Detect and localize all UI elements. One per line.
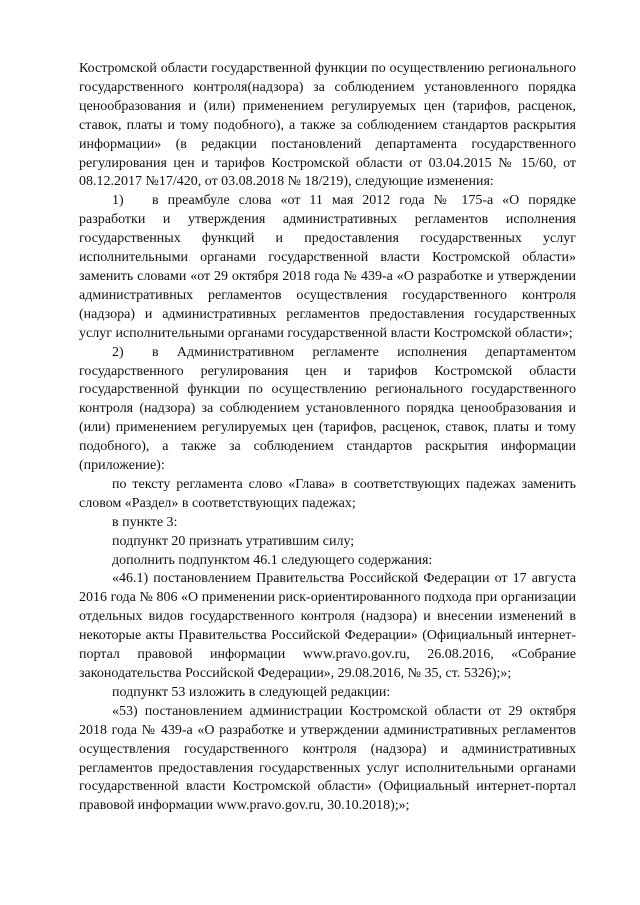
list-item-text: в Административном регламенте исполнения департаментом государственного регулирования цен и тарифов Костромской области государственной функции по осуществлению регионального государственного контроля (надзора) за соблюдением установленного порядка ценообразования и (или) применением регулируемых цен (тарифов, расценок, ставок, платы и тому подобного), а также за соблюдением стандартов раскрытия информации (приложение):: [79, 344, 576, 474]
paragraph-subpoint-53-text: «53) постановлением администрации Костромской области от 29 октября 2018 года № 439-а «О разработке и утверждении административных регламентов осуществления государственного контроля (надзора) и административных регламентов предоставления государственных услуг исполнительными органами государственной власти Костромской области» (Официальный интернет-портал правовой информации www.pravo.gov.ru, 30.10.2018);»;: [79, 703, 576, 814]
list-item-number: 1): [112, 193, 124, 209]
paragraph-subpoint-20: подпункт 20 признать утратившим силу;: [112, 533, 355, 549]
list-item-number: 2): [112, 344, 124, 360]
paragraph-subpoint-53-intro: подпункт 53 изложить в следующей редакции:: [112, 684, 391, 700]
paragraph-intro-continuation: Костромской области государственной функции по осуществлению регионального государственного контроля(надзора) за соблюдением установленного порядка ценообразования и (или) применением регулируемых цен (тарифов, расценок, ставок, платы и тому подобного), а также за соблюдением стандартов раскрытия информации» (в редакции постановлений департамента государственного регулирования цен и тарифов Костромской области от 03.04.2015 № 15/60, от 08.12.2017 №17/420, от 03.08.2018 № 18/219), следующие изменения:: [79, 61, 576, 190]
paragraph-rename-chapter: по тексту регламента слово «Глава» в соответствующих падежах заменить словом «Раздел» в соответствующих падежах;: [79, 476, 576, 511]
paragraph-add-subpoint-46-1: дополнить подпунктом 46.1 следующего содержания:: [112, 552, 433, 568]
paragraph-subpoint-46-1-text: «46.1) постановлением Правительства Российской Федерации от 17 августа 2016 года № 806 «О применении риск-ориентированного подхода при организации отдельных видов государственного контроля (надзора) и внесении изменений в некоторые акты Правительства Российской Федерации» (Официальный интернет-портал правовой информации www.pravo.gov.ru, 26.08.2016, «Собрание законодательства Российской Федерации», 29.08.2016, № 35, ст. 5326);»;: [79, 571, 576, 681]
paragraph-point-3: в пункте 3:: [112, 514, 178, 530]
list-item-2: [79, 344, 576, 476]
list-item-text: в преамбуле слова «от 11 мая 2012 года № 175-а «О порядке разработки и утверждения административных регламентов исполнения государственных функций и предоставления государственных услуг исполнительными органами государственной власти Костромской области» заменить словами «от 29 октября 2018 года № 439-а «О разработке и утверждении административных регламентов осуществления государственного контроля (надзора) и административных регламентов предоставления государственных услуг исполнительными органами государственной власти Костромской области»;: [79, 193, 576, 341]
document-page: [79, 60, 576, 816]
list-item-1: [79, 192, 576, 343]
